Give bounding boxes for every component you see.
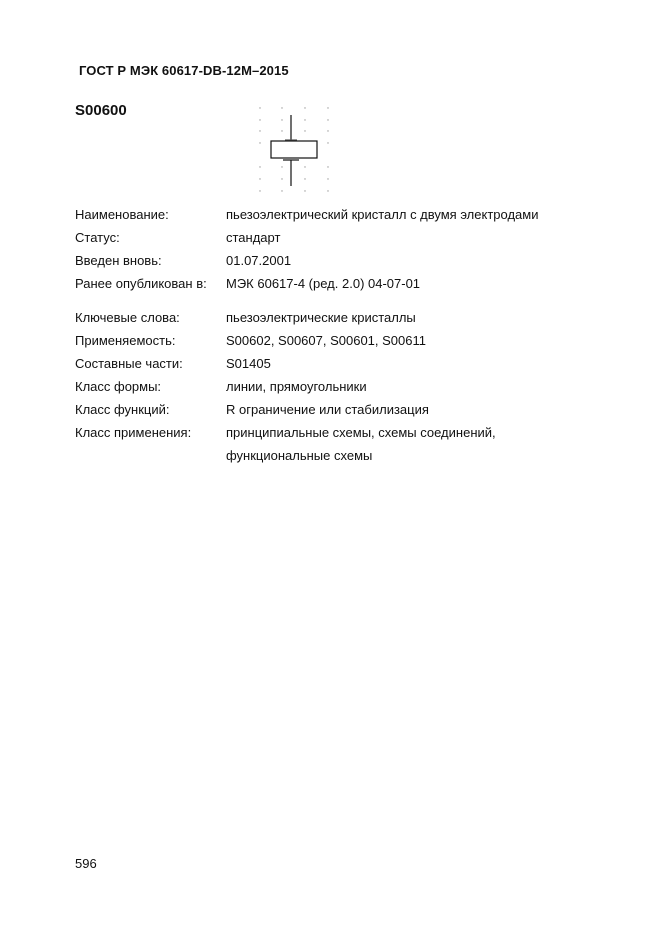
property-value: R ограничение или стабилизация [226, 402, 429, 417]
symbol-code: S00600 [75, 102, 127, 119]
property-row-function-class [75, 398, 538, 421]
property-row-name [75, 203, 538, 226]
property-row-status [75, 226, 538, 249]
property-label-empty [75, 444, 226, 467]
property-row-keywords [75, 306, 538, 329]
property-label: Статус: [75, 230, 120, 245]
property-value: принципиальные схемы, схемы соединений, [226, 425, 496, 440]
property-row-components [75, 352, 538, 375]
property-label: Класс применения: [75, 425, 192, 440]
property-value: S00602, S00607, S00601, S00611 [226, 333, 426, 348]
property-value: линии, прямоугольники [226, 379, 367, 394]
property-label: Ключевые слова: [75, 310, 180, 325]
property-row-application-class-continuation [75, 444, 538, 467]
property-value: МЭК 60617-4 (ред. 2.0) 04-07-01 [226, 276, 421, 291]
property-row-shape-class [75, 375, 538, 398]
property-row-previously-published [75, 272, 538, 295]
property-label: Наименование: [75, 207, 169, 222]
property-value: S01405 [226, 356, 271, 371]
grid-dots [259, 107, 328, 191]
property-value: пьезоэлектрические кристаллы [226, 310, 416, 325]
property-label: Введен вновь: [75, 253, 162, 268]
standard-title: ГОСТ Р МЭК 60617-DB-12M–2015 [79, 63, 289, 78]
property-label: Применяемость: [75, 333, 176, 348]
property-label: Класс функций: [75, 402, 170, 417]
page-number: 596 [75, 856, 97, 871]
property-value: стандарт [226, 230, 281, 245]
property-row-application-class [75, 421, 538, 444]
property-row-applicability [75, 329, 538, 352]
symbol-properties [75, 203, 538, 467]
property-value: пьезоэлектрический кристалл с двумя электродами [226, 207, 539, 222]
property-value: функциональные схемы [226, 448, 373, 463]
property-label: Ранее опубликован в: [75, 276, 207, 291]
property-label: Составные части: [75, 356, 183, 371]
property-value: 01.07.2001 [226, 253, 292, 268]
piezoelectric-crystal-symbol-icon [252, 100, 338, 202]
property-label: Класс формы: [75, 379, 162, 394]
property-row-introduced [75, 249, 538, 272]
group-divider-space [75, 295, 538, 306]
